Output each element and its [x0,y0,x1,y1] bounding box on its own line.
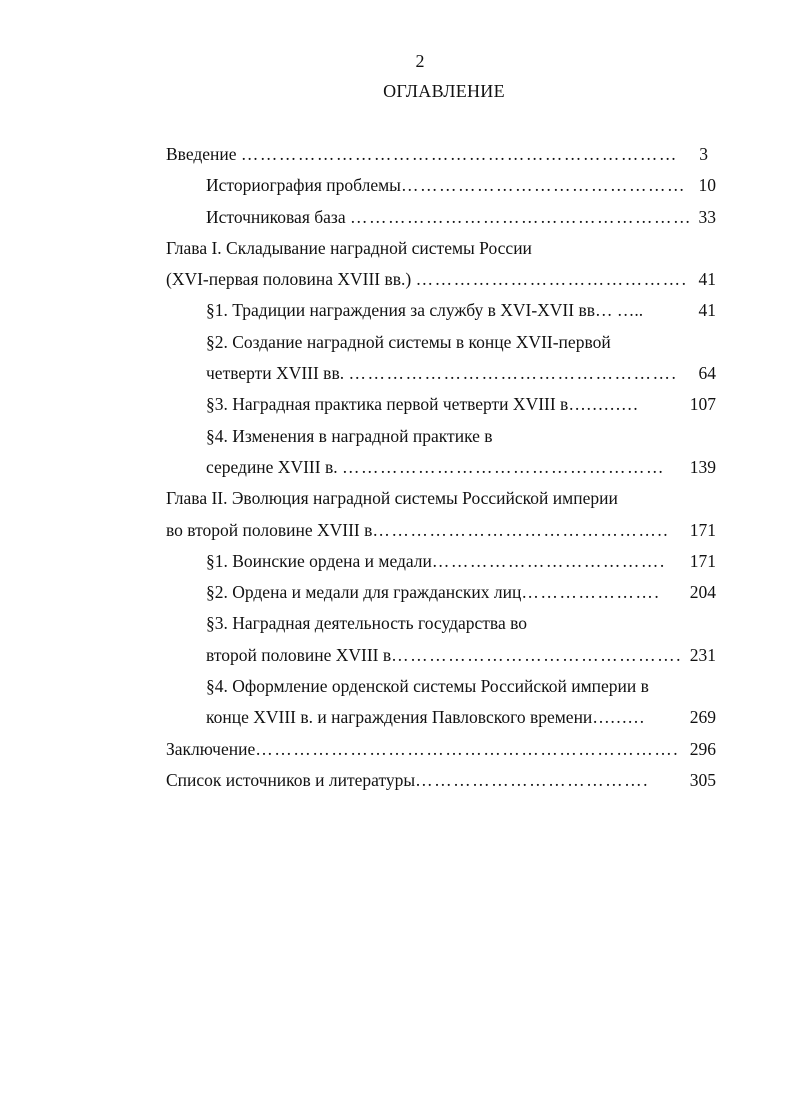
toc-page-ref: 171 [689,550,716,571]
toc-entry-2-4-cont: конце XVIII в. и награждения Павловского времени……… 269 [206,707,716,728]
toc-entry-1-1: §1. Традиции награждения за службу в XVI-XVII вв… ….. 41 [206,300,716,321]
toc-page-ref: 107 [689,394,716,415]
toc-entry-2-3: §3. Наградная деятельность государства во [206,613,527,634]
toc-page-ref: 296 [689,738,716,759]
toc-entry-2-1: §1. Воинские ордена и медали………………………………. 171 [206,550,716,571]
toc-entry-1-2: §2. Создание наградной системы в конце XVII-первой [206,331,611,352]
toc-entry-introduction: Введение …………………………………………………………… 3 [166,144,708,164]
toc-entry-2-3-cont: второй половине XVIII в………………………………………. 231 [206,644,716,665]
toc-entry-chapter-1: Глава I. Складывание наградной системы России [166,237,532,258]
toc-entry-1-2-cont: четверти XVIII вв. ……………………………………………. 64 [206,363,716,384]
toc-page-ref: 33 [698,206,716,227]
page-number: 2 [415,51,425,71]
toc-page-ref: 139 [689,456,716,477]
toc-page-ref: 305 [689,769,716,790]
toc-page-ref: 171 [689,519,716,540]
toc-entry-2-4: §4. Оформление орденской системы Российской империи в [206,676,649,697]
toc-page-ref: 64 [698,363,716,384]
toc-page-ref: 204 [689,582,716,603]
toc-page-ref: 269 [689,707,716,728]
toc-page-ref: 41 [698,269,716,290]
toc-entry-chapter-2-cont: во второй половине XVIII в……………………………………….. 171 [166,519,716,540]
toc-entry-1-4-cont: середине XVIII в. …………………………………………… 139 [206,456,716,477]
toc-entry-chapter-1-cont: (XVI-первая половина XVIII вв.) ……………………………………. 41 [166,269,716,290]
toc-entry-sources: Источниковая база ……………………………………………… 33 [206,206,716,227]
toc-page-ref: 41 [698,300,716,321]
toc-entry-chapter-2: Глава II. Эволюция наградной системы Российской империи [166,488,618,509]
toc-title: ОГЛАВЛЕНИЕ [383,81,505,101]
toc-entry-2-2: §2. Ордена и медали для гражданских лиц…………………. 204 [206,582,716,603]
toc-entry-historiography: Историография проблемы……………………………………… 10 [206,175,716,196]
toc-page-ref: 10 [698,175,716,196]
toc-entry-conclusion: Заключение…………………………………………………………. 296 [166,738,716,759]
toc-entry-1-3: §3. Наградная практика первой четверти XVIII в………… 107 [206,394,716,415]
toc-entry-bibliography: Список источников и литературы………………………………. 305 [166,769,716,790]
toc-entry-1-4: §4. Изменения в наградной практике в [206,425,493,446]
toc-page-ref: 3 [699,144,708,164]
toc-page-ref: 231 [689,644,716,665]
table-of-contents [166,143,716,800]
